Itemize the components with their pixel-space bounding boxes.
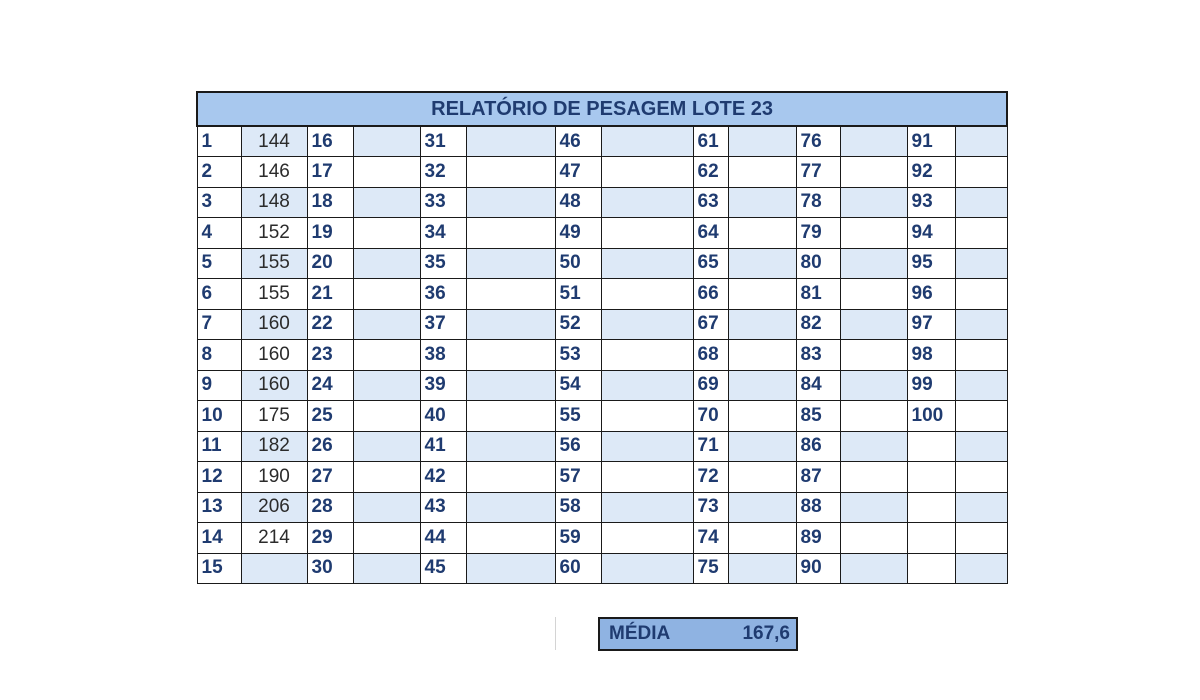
average-label: MÉDIA xyxy=(609,623,671,644)
weight-cell: 146 xyxy=(241,157,307,188)
animal-number-cell: 98 xyxy=(907,340,955,371)
weight-cell xyxy=(955,126,1007,157)
animal-number-cell: 30 xyxy=(307,553,353,584)
weight-cell xyxy=(728,492,796,523)
weight-cell xyxy=(601,218,693,249)
weight-cell: 175 xyxy=(241,401,307,432)
weight-cell xyxy=(601,401,693,432)
animal-number-cell: 74 xyxy=(693,523,728,554)
weight-cell xyxy=(955,462,1007,493)
animal-number-cell: 5 xyxy=(197,248,241,279)
animal-number-cell: 88 xyxy=(796,492,840,523)
weight-cell xyxy=(466,309,555,340)
animal-number-cell: 84 xyxy=(796,370,840,401)
animal-number-cell: 60 xyxy=(555,553,601,584)
animal-number-cell: 91 xyxy=(907,126,955,157)
weight-cell xyxy=(466,218,555,249)
table-row xyxy=(197,157,1007,188)
weight-cell xyxy=(728,462,796,493)
animal-number-cell: 17 xyxy=(307,157,353,188)
animal-number-cell: 11 xyxy=(197,431,241,462)
weight-cell xyxy=(840,401,907,432)
weight-cell xyxy=(955,218,1007,249)
weight-cell xyxy=(955,523,1007,554)
animal-number-cell: 95 xyxy=(907,248,955,279)
animal-number-cell: 75 xyxy=(693,553,728,584)
weight-cell xyxy=(353,401,420,432)
animal-number-cell: 1 xyxy=(197,126,241,157)
weight-cell xyxy=(955,401,1007,432)
animal-number-cell: 23 xyxy=(307,340,353,371)
weight-cell xyxy=(466,370,555,401)
weight-cell xyxy=(728,309,796,340)
animal-number-cell: 92 xyxy=(907,157,955,188)
weight-cell xyxy=(728,401,796,432)
animal-number-cell: 41 xyxy=(420,431,466,462)
animal-number-cell: 62 xyxy=(693,157,728,188)
table-row xyxy=(197,370,1007,401)
weight-cell xyxy=(728,340,796,371)
weight-cell: 206 xyxy=(241,492,307,523)
animal-number-cell: 58 xyxy=(555,492,601,523)
weight-cell xyxy=(353,279,420,310)
animal-number-cell: 4 xyxy=(197,218,241,249)
table-row xyxy=(197,187,1007,218)
weight-cell: 160 xyxy=(241,370,307,401)
animal-number-cell: 93 xyxy=(907,187,955,218)
table-row xyxy=(197,401,1007,432)
animal-number-cell: 20 xyxy=(307,248,353,279)
table-row xyxy=(197,431,1007,462)
weight-cell xyxy=(353,523,420,554)
weight-cell xyxy=(840,462,907,493)
animal-number-cell: 67 xyxy=(693,309,728,340)
animal-number-cell: 55 xyxy=(555,401,601,432)
weight-cell xyxy=(728,248,796,279)
animal-number-cell: 59 xyxy=(555,523,601,554)
animal-number-cell: 77 xyxy=(796,157,840,188)
weight-cell xyxy=(728,279,796,310)
average-value: 167,6 xyxy=(742,623,790,644)
weight-cell xyxy=(728,553,796,584)
table-row xyxy=(197,462,1007,493)
animal-number-cell: 33 xyxy=(420,187,466,218)
weight-cell xyxy=(728,218,796,249)
weight-cell xyxy=(840,126,907,157)
animal-number-cell: 42 xyxy=(420,462,466,493)
weight-cell xyxy=(601,187,693,218)
weight-cell xyxy=(840,187,907,218)
weight-cell xyxy=(728,187,796,218)
weight-cell xyxy=(466,126,555,157)
weight-cell: 155 xyxy=(241,279,307,310)
weight-cell xyxy=(840,309,907,340)
animal-number-cell: 76 xyxy=(796,126,840,157)
weight-cell xyxy=(353,462,420,493)
weight-cell xyxy=(840,248,907,279)
weight-cell xyxy=(840,218,907,249)
animal-number-cell: 7 xyxy=(197,309,241,340)
animal-number-cell: 36 xyxy=(420,279,466,310)
table-row xyxy=(197,523,1007,554)
animal-number-cell: 97 xyxy=(907,309,955,340)
animal-number-cell: 26 xyxy=(307,431,353,462)
weight-cell xyxy=(466,523,555,554)
animal-number-cell: 90 xyxy=(796,553,840,584)
animal-number-cell: 56 xyxy=(555,431,601,462)
animal-number-cell: 31 xyxy=(420,126,466,157)
animal-number-cell: 86 xyxy=(796,431,840,462)
animal-number-cell: 57 xyxy=(555,462,601,493)
animal-number-cell: 82 xyxy=(796,309,840,340)
weight-cell xyxy=(466,248,555,279)
animal-number-cell: 40 xyxy=(420,401,466,432)
weight-cell xyxy=(601,462,693,493)
table-row xyxy=(197,340,1007,371)
animal-number-cell xyxy=(907,492,955,523)
animal-number-cell: 39 xyxy=(420,370,466,401)
animal-number-cell: 22 xyxy=(307,309,353,340)
animal-number-cell: 15 xyxy=(197,553,241,584)
weight-cell xyxy=(955,370,1007,401)
weight-cell xyxy=(601,370,693,401)
weight-cell xyxy=(601,309,693,340)
animal-number-cell: 13 xyxy=(197,492,241,523)
weight-cell xyxy=(601,523,693,554)
weight-cell xyxy=(466,401,555,432)
weight-cell xyxy=(955,187,1007,218)
animal-number-cell xyxy=(907,431,955,462)
weight-cell xyxy=(840,157,907,188)
weighing-report-table xyxy=(196,91,1008,584)
animal-number-cell: 54 xyxy=(555,370,601,401)
table-row xyxy=(197,309,1007,340)
weight-cell xyxy=(353,248,420,279)
weight-cell xyxy=(840,340,907,371)
animal-number-cell: 68 xyxy=(693,340,728,371)
weight-cell xyxy=(955,431,1007,462)
weight-cell: 148 xyxy=(241,187,307,218)
weight-cell xyxy=(353,126,420,157)
weight-cell: 182 xyxy=(241,431,307,462)
animal-number-cell: 43 xyxy=(420,492,466,523)
weight-cell xyxy=(601,157,693,188)
animal-number-cell: 9 xyxy=(197,370,241,401)
weight-cell xyxy=(601,126,693,157)
animal-number-cell xyxy=(907,462,955,493)
weight-cell: 155 xyxy=(241,248,307,279)
weight-cell xyxy=(840,370,907,401)
animal-number-cell: 94 xyxy=(907,218,955,249)
animal-number-cell: 65 xyxy=(693,248,728,279)
animal-number-cell: 80 xyxy=(796,248,840,279)
table-row xyxy=(197,492,1007,523)
animal-number-cell: 52 xyxy=(555,309,601,340)
weight-cell xyxy=(353,431,420,462)
weight-cell xyxy=(466,553,555,584)
animal-number-cell: 96 xyxy=(907,279,955,310)
weight-cell xyxy=(840,492,907,523)
animal-number-cell: 83 xyxy=(796,340,840,371)
weight-cell xyxy=(353,309,420,340)
animal-number-cell: 81 xyxy=(796,279,840,310)
animal-number-cell: 89 xyxy=(796,523,840,554)
weight-cell xyxy=(466,279,555,310)
weight-cell: 152 xyxy=(241,218,307,249)
table-row xyxy=(197,218,1007,249)
animal-number-cell: 70 xyxy=(693,401,728,432)
animal-number-cell: 25 xyxy=(307,401,353,432)
average-summary xyxy=(598,617,798,651)
weight-cell xyxy=(466,187,555,218)
weight-cell xyxy=(840,523,907,554)
weight-cell xyxy=(601,431,693,462)
weight-cell xyxy=(353,370,420,401)
weight-cell xyxy=(728,431,796,462)
weight-cell xyxy=(353,187,420,218)
weight-cell: 214 xyxy=(241,523,307,554)
animal-number-cell: 50 xyxy=(555,248,601,279)
weight-cell xyxy=(466,462,555,493)
weight-cell: 144 xyxy=(241,126,307,157)
weight-cell xyxy=(955,492,1007,523)
animal-number-cell: 66 xyxy=(693,279,728,310)
weight-cell xyxy=(728,370,796,401)
animal-number-cell: 72 xyxy=(693,462,728,493)
weight-cell xyxy=(601,279,693,310)
animal-number-cell: 14 xyxy=(197,523,241,554)
weight-cell xyxy=(728,523,796,554)
animal-number-cell: 21 xyxy=(307,279,353,310)
table-row xyxy=(197,553,1007,584)
weight-cell xyxy=(601,553,693,584)
weight-cell xyxy=(353,492,420,523)
animal-number-cell: 100 xyxy=(907,401,955,432)
animal-number-cell: 61 xyxy=(693,126,728,157)
animal-number-cell: 8 xyxy=(197,340,241,371)
animal-number-cell: 46 xyxy=(555,126,601,157)
weight-cell xyxy=(728,126,796,157)
animal-number-cell: 18 xyxy=(307,187,353,218)
weight-cell xyxy=(955,248,1007,279)
animal-number-cell: 53 xyxy=(555,340,601,371)
animal-number-cell: 6 xyxy=(197,279,241,310)
animal-number-cell: 27 xyxy=(307,462,353,493)
animal-number-cell: 71 xyxy=(693,431,728,462)
weight-cell xyxy=(353,157,420,188)
animal-number-cell: 79 xyxy=(796,218,840,249)
animal-number-cell: 24 xyxy=(307,370,353,401)
weight-cell xyxy=(955,553,1007,584)
weight-cell xyxy=(353,553,420,584)
animal-number-cell xyxy=(907,553,955,584)
animal-number-cell: 64 xyxy=(693,218,728,249)
animal-number-cell: 2 xyxy=(197,157,241,188)
animal-number-cell: 32 xyxy=(420,157,466,188)
animal-number-cell: 34 xyxy=(420,218,466,249)
weight-cell xyxy=(601,492,693,523)
weight-cell xyxy=(241,553,307,584)
weight-cell xyxy=(601,340,693,371)
divider-line xyxy=(555,617,556,650)
animal-number-cell: 28 xyxy=(307,492,353,523)
animal-number-cell: 45 xyxy=(420,553,466,584)
animal-number-cell: 19 xyxy=(307,218,353,249)
weight-cell xyxy=(466,157,555,188)
weight-cell xyxy=(466,340,555,371)
weight-cell xyxy=(955,309,1007,340)
table-row xyxy=(197,248,1007,279)
animal-number-cell: 73 xyxy=(693,492,728,523)
animal-number-cell: 12 xyxy=(197,462,241,493)
weight-cell xyxy=(466,431,555,462)
weight-cell xyxy=(466,492,555,523)
weight-cell: 160 xyxy=(241,309,307,340)
animal-number-cell: 47 xyxy=(555,157,601,188)
weight-cell xyxy=(840,431,907,462)
weight-cell xyxy=(840,553,907,584)
animal-number-cell: 99 xyxy=(907,370,955,401)
animal-number-cell: 51 xyxy=(555,279,601,310)
weight-cell xyxy=(955,157,1007,188)
animal-number-cell: 35 xyxy=(420,248,466,279)
weight-cell xyxy=(601,248,693,279)
animal-number-cell: 63 xyxy=(693,187,728,218)
animal-number-cell: 16 xyxy=(307,126,353,157)
animal-number-cell: 29 xyxy=(307,523,353,554)
weight-cell xyxy=(353,340,420,371)
weight-cell: 190 xyxy=(241,462,307,493)
animal-number-cell: 49 xyxy=(555,218,601,249)
animal-number-cell: 78 xyxy=(796,187,840,218)
animal-number-cell: 87 xyxy=(796,462,840,493)
animal-number-cell: 48 xyxy=(555,187,601,218)
animal-number-cell: 37 xyxy=(420,309,466,340)
report-title: RELATÓRIO DE PESAGEM LOTE 23 xyxy=(197,92,1007,126)
animal-number-cell: 44 xyxy=(420,523,466,554)
animal-number-cell: 3 xyxy=(197,187,241,218)
table-row xyxy=(197,126,1007,157)
weight-cell: 160 xyxy=(241,340,307,371)
weight-cell xyxy=(840,279,907,310)
animal-number-cell xyxy=(907,523,955,554)
weight-cell xyxy=(955,279,1007,310)
weight-cell xyxy=(353,218,420,249)
animal-number-cell: 38 xyxy=(420,340,466,371)
table-row xyxy=(197,279,1007,310)
animal-number-cell: 85 xyxy=(796,401,840,432)
animal-number-cell: 10 xyxy=(197,401,241,432)
weight-cell xyxy=(728,157,796,188)
weight-cell xyxy=(955,340,1007,371)
animal-number-cell: 69 xyxy=(693,370,728,401)
